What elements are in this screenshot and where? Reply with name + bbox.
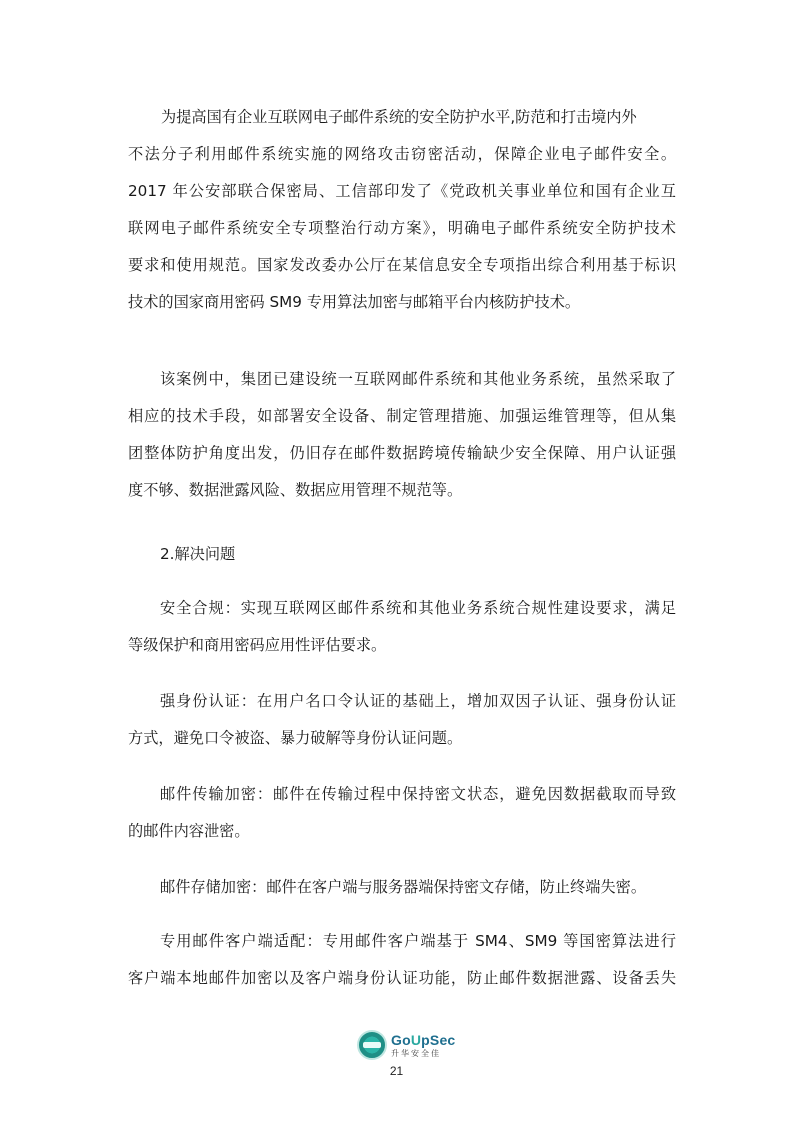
text-line: 客户端本地邮件加密以及客户端身份认证功能，防止邮件数据泄露、设备丢失 (128, 969, 676, 987)
page-number: 21 (389, 1064, 404, 1078)
text-line: 联网电子邮件系统安全专项整治行动方案》，明确电子邮件系统安全防护技术 (128, 219, 676, 237)
logo-seal-icon (357, 1030, 387, 1060)
text-line: 为提高国有企业互联网电子邮件系统的安全防护水平,防范和打击境内外 (161, 108, 637, 126)
paragraph-case (128, 369, 676, 500)
text-line: 安全合规：实现互联网区邮件系统和其他业务系统合规性建设要求，满足 (160, 599, 676, 617)
logo-wordmark (391, 1033, 455, 1058)
paragraph-strong-auth (128, 691, 676, 748)
paragraph-client-adaptation (128, 931, 676, 988)
paragraph-compliance (128, 598, 676, 655)
text-line: 邮件传输加密：邮件在传输过程中保持密文状态，避免因数据截取而导致 (160, 785, 676, 803)
text-line: 等级保护和商用密码应用性评估要求。 (128, 636, 387, 654)
text-line: 技术的国家商用密码 SM9 专用算法加密与邮箱平台内核防护技术。 (128, 293, 581, 311)
goupsec-logo (357, 1030, 455, 1060)
text-line: 强身份认证：在用户名口令认证的基础上，增加双因子认证、强身份认证 (160, 692, 676, 710)
text-line: 的邮件内容泄密。 (128, 822, 250, 840)
text-line: 相应的技术手段，如部署安全设备、制定管理措施、加强运维管理等，但从集 (128, 407, 676, 425)
text-line: 方式，避免口令被盗、暴力破解等身份认证问题。 (128, 729, 463, 747)
heading-text: 2.解决问题 (160, 545, 236, 563)
text-line: 要求和使用规范。国家发改委办公厅在某信息安全专项指出综合利用基于标识 (128, 256, 676, 274)
text-line: 该案例中，集团已建设统一互联网邮件系统和其他业务系统，虽然采取了 (160, 370, 676, 388)
section-heading (128, 544, 676, 564)
text-line: 度不够、数据泄露风险、数据应用管理不规范等。 (128, 481, 463, 499)
text-line: 团整体防护角度出发，仍旧存在邮件数据跨境传输缺少安全保障、用户认证强 (128, 444, 676, 462)
paragraph-storage-encryption (128, 877, 676, 897)
text-line: 邮件存储加密：邮件在客户端与服务器端保持密文存储，防止终端失密。 (160, 878, 646, 896)
text-line: 2017 年公安部联合保密局、工信部印发了《党政机关事业单位和国有企业互 (128, 182, 676, 200)
text-line: 专用邮件客户端适配：专用邮件客户端基于 SM4、SM9 等国密算法进行 (160, 932, 676, 950)
text-line: 不法分子利用邮件系统实施的网络攻击窃密活动，保障企业电子邮件安全。 (128, 145, 676, 163)
paragraph-intro (128, 107, 676, 312)
logo-name: GoUpSec (391, 1031, 456, 1048)
logo-subtitle: 升华安全佳 (391, 1048, 441, 1058)
paragraph-transmission-encryption (128, 784, 676, 841)
